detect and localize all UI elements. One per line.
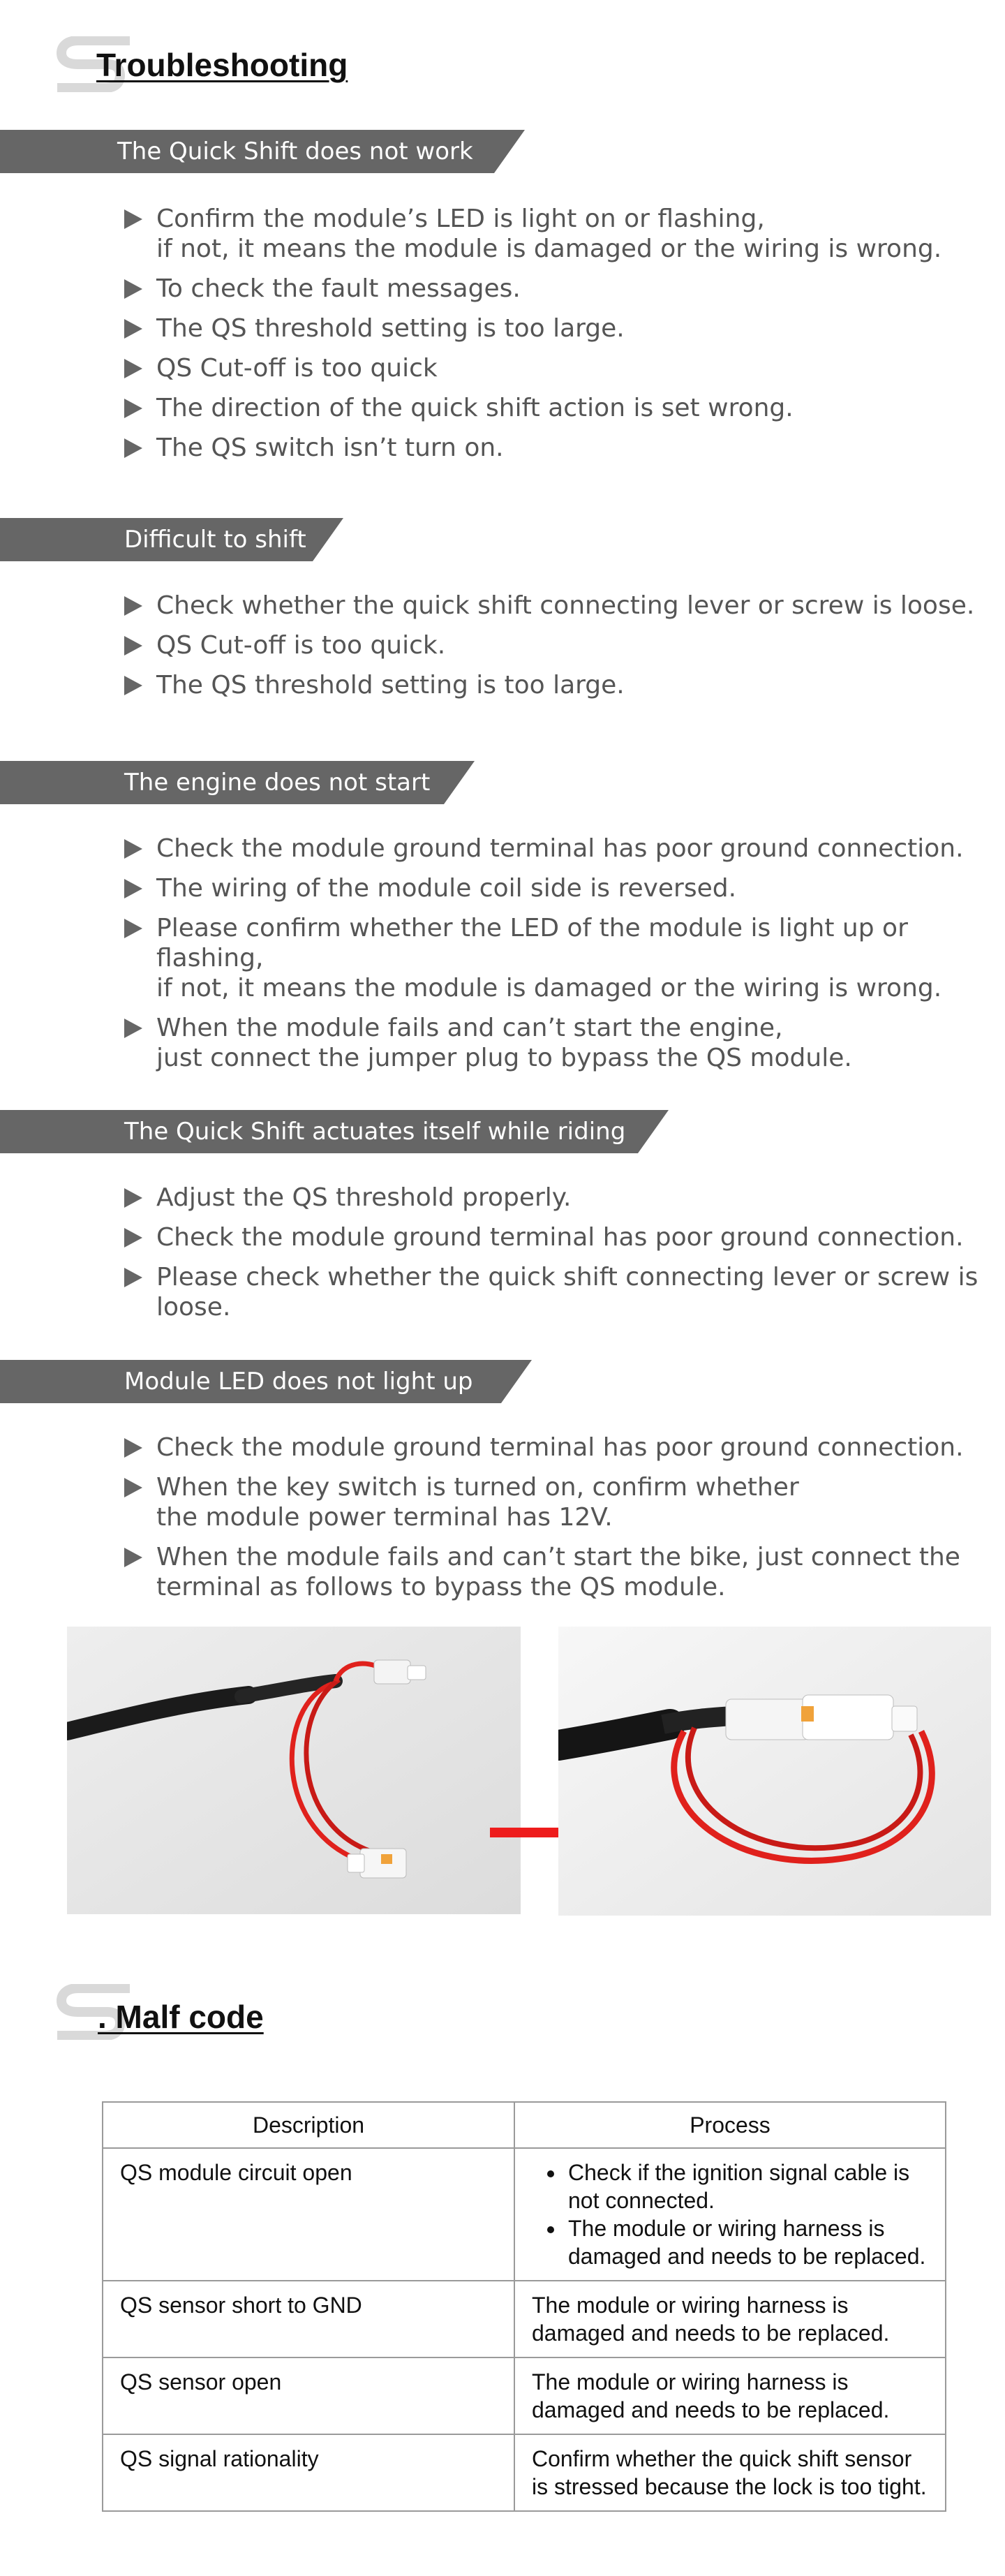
triangle-bullet-icon — [124, 636, 142, 656]
triangle-bullet-icon — [124, 1268, 142, 1287]
triangle-bullet-icon — [124, 209, 142, 229]
list-item: The QS switch isn’t turn on. — [124, 433, 941, 463]
bullet-list — [124, 1433, 964, 1612]
list-item: The QS threshold setting is too large. — [124, 670, 974, 700]
process-cell: Confirm whether the quick shift sensor is stressed because the lock is too tight. — [514, 2434, 946, 2511]
malf-code-title: . Malf code — [98, 1999, 264, 2035]
wiring-photo-jumper-connected — [558, 1627, 991, 1916]
description-cell: QS sensor short to GND — [103, 2281, 514, 2357]
list-item: The wiring of the module coil side is reversed. — [124, 873, 1005, 903]
triangle-bullet-icon — [124, 919, 142, 938]
bullet-list — [124, 591, 974, 710]
description-cell: QS signal rationality — [103, 2434, 514, 2511]
section-title: The Quick Shift actuates itself while riding — [124, 1118, 626, 1146]
list-item: Adjust the QS threshold properly. — [124, 1183, 1005, 1213]
list-item: Check the module ground terminal has poor ground connection. — [124, 834, 1005, 864]
triangle-bullet-icon — [124, 676, 142, 695]
list-item: Check the module ground terminal has poor ground connection. — [124, 1433, 964, 1463]
triangle-bullet-icon — [124, 1228, 142, 1248]
troubleshooting-title: Troubleshooting — [96, 47, 348, 83]
triangle-bullet-icon — [124, 399, 142, 418]
list-item: To check the fault messages. — [124, 274, 941, 304]
wiring-photo-unplugged — [67, 1627, 521, 1914]
bullet-list — [124, 834, 1005, 1083]
triangle-bullet-icon — [124, 1188, 142, 1208]
process-cell: The module or wiring harness is damaged and needs to be replaced. — [514, 2357, 946, 2434]
description-cell: QS module circuit open — [103, 2148, 514, 2281]
triangle-bullet-icon — [124, 319, 142, 339]
triangle-bullet-icon — [124, 1478, 142, 1497]
process-cell: The module or wiring harness is damaged and needs to be replaced. — [514, 2281, 946, 2357]
table-header-row — [103, 2102, 946, 2148]
triangle-bullet-icon — [124, 879, 142, 898]
process-cell — [514, 2148, 946, 2281]
list-item: The QS threshold setting is too large. — [124, 313, 941, 343]
description-cell: QS sensor open — [103, 2357, 514, 2434]
column-header-process: Process — [514, 2102, 946, 2148]
triangle-bullet-icon — [124, 279, 142, 299]
triangle-bullet-icon — [124, 438, 142, 458]
list-item: Please check whether the quick shift connecting lever or screw is loose. — [124, 1262, 1005, 1322]
triangle-bullet-icon — [124, 359, 142, 378]
list-item: When the module fails and can’t start the engine, just connect the jumper plug to bypass the QS module. — [124, 1013, 1005, 1073]
list-item: QS Cut-off is too quick. — [124, 630, 974, 660]
table-row — [103, 2281, 946, 2357]
triangle-bullet-icon — [124, 596, 142, 616]
column-header-description: Description — [103, 2102, 514, 2148]
list-item: When the key switch is turned on, confirm whether the module power terminal has 12V. — [124, 1472, 964, 1532]
table-row — [103, 2148, 946, 2281]
list-item: Please confirm whether the LED of the module is light up or flashing, if not, it means the module is damaged or the wiring is wrong. — [124, 913, 1005, 1003]
list-item: QS Cut-off is too quick — [124, 353, 941, 383]
list-item: When the module fails and can’t start the bike, just connect the terminal as follows to bypass the QS module. — [124, 1542, 964, 1602]
bullet-list — [124, 204, 941, 473]
table-row — [103, 2357, 946, 2434]
triangle-bullet-icon — [124, 1019, 142, 1038]
list-item: The direction of the quick shift action is set wrong. — [124, 393, 941, 423]
process-bullet: • Check if the ignition signal cable is not connected. — [565, 2159, 928, 2214]
section-title: Difficult to shift — [124, 526, 306, 554]
bullet-list — [124, 1183, 1005, 1332]
section-title: The Quick Shift does not work — [117, 138, 473, 165]
process-bullet: • The module or wiring harness is damaged and needs to be replaced. — [565, 2214, 928, 2270]
list-item: Check whether the quick shift connecting lever or screw is loose. — [124, 591, 974, 621]
triangle-bullet-icon — [124, 839, 142, 859]
triangle-bullet-icon — [124, 1548, 142, 1567]
list-item: Confirm the module’s LED is light on or flashing, if not, it means the module is damaged or the wiring is wrong. — [124, 204, 941, 264]
section-title: Module LED does not light up — [124, 1368, 473, 1396]
triangle-bullet-icon — [124, 1438, 142, 1458]
malf-code-table — [102, 2101, 946, 2512]
table-row — [103, 2434, 946, 2511]
list-item: Check the module ground terminal has poor ground connection. — [124, 1222, 1005, 1252]
section-title: The engine does not start — [124, 769, 431, 797]
